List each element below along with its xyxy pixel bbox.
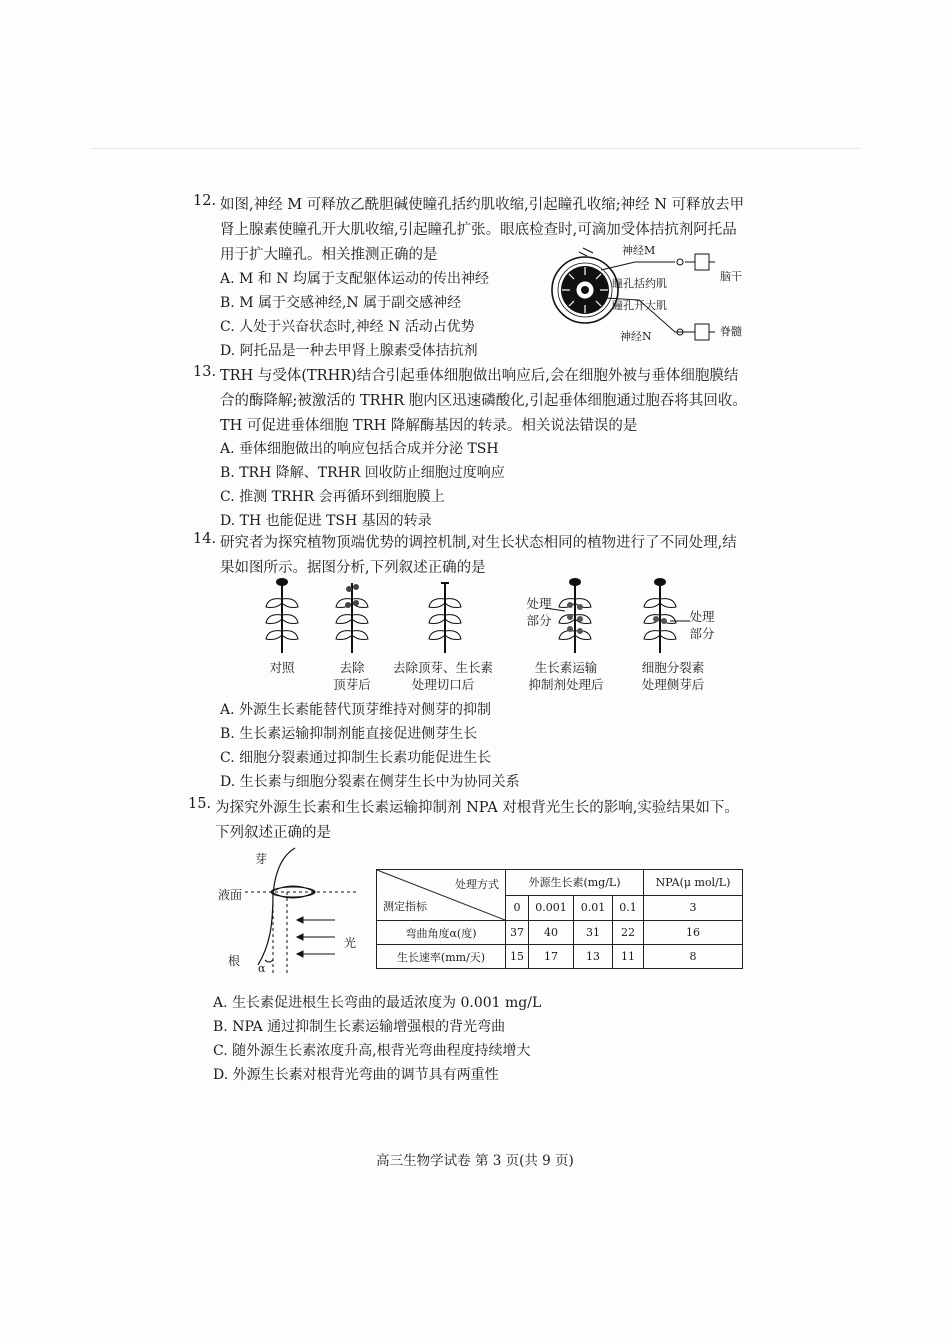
cell: 13 [574, 945, 613, 969]
scan-edge-line [90, 148, 860, 149]
conc-0: 0 [506, 895, 529, 921]
cell: 17 [529, 945, 574, 969]
label-treated-part-right: 处理 部分 [689, 609, 715, 641]
cell: 40 [529, 921, 574, 945]
q13-number: 13. [193, 364, 217, 380]
label-liquid-surface: 液面 [218, 888, 243, 902]
q12-option-b: B. M 属于交感神经,N 属于副交感神经 [220, 295, 462, 311]
row-label-rate: 生长速率(mm/天) [377, 945, 506, 969]
caption-transport-inhibitor: 生长素运输 抑制剂处理后 [528, 660, 604, 692]
cell: 15 [506, 945, 529, 969]
q14-option-c: C. 细胞分裂素通过抑制生长素功能促进生长 [220, 750, 492, 766]
q15-option-c: C. 随外源生长素浓度升高,根背光弯曲程度持续增大 [213, 1043, 531, 1059]
q13-option-c: C. 推测 TRHR 会再循环到细胞膜上 [220, 489, 445, 505]
q12-option-a: A. M 和 N 均属于支配躯体运动的传出神经 [220, 271, 489, 287]
plant-decapitated-auxin [429, 583, 461, 653]
q14-option-d: D. 生长素与细胞分裂素在侧芽生长中为协同关系 [220, 774, 520, 790]
cell: 8 [644, 945, 743, 969]
q15-stem-line-2: 下列叙述正确的是 [215, 825, 331, 841]
caption-decapitated: 去除 顶芽后 [333, 660, 371, 692]
page-footer: 高三生物学试卷 第 3 页(共 9 页) [376, 1153, 574, 1169]
q15-option-d: D. 外源生长素对根背光弯曲的调节具有两重性 [213, 1067, 499, 1083]
table-diagonal-header [377, 870, 506, 921]
label-sphincter: 瞳孔括约肌 [612, 277, 667, 290]
q13-option-d: D. TH 也能促进 TSH 基因的转录 [220, 513, 432, 529]
conc-0001: 0.001 [529, 895, 574, 921]
cell: 16 [644, 921, 743, 945]
cell: 22 [613, 921, 644, 945]
label-spinal-cord: 脊髓 [720, 325, 742, 338]
q13-stem-line-2: 合的酶降解;被激活的 TRHR 胞内区迅速磷酸化,引起垂体细胞通过胞吞将其回收。 [220, 393, 747, 409]
q12-stem-line-3: 用于扩大瞳孔。相关推测正确的是 [220, 247, 438, 263]
cell: 11 [613, 945, 644, 969]
table-row [377, 921, 743, 945]
q12-number: 12. [193, 193, 217, 209]
conc-npa: 3 [644, 895, 743, 921]
results-table [376, 869, 743, 969]
q15-stem-line-1: 为探究外源生长素和生长素运输抑制剂 NPA 对根背光生长的影响,实验结果如下。 [215, 800, 739, 816]
table-row [377, 945, 743, 969]
q13-option-a: A. 垂体细胞做出的响应包括合成并分泌 TSH [220, 441, 499, 457]
label-brainstem: 脑干 [720, 270, 742, 283]
label-light: 光 [344, 936, 357, 950]
label-nerve-n: 神经N [620, 330, 652, 343]
q15-option-a: A. 生长素促进根生长弯曲的最适浓度为 0.001 mg/L [213, 995, 542, 1011]
q15-number: 15. [188, 796, 212, 812]
header-npa-group: NPA(μ mol/L) [644, 870, 743, 896]
q14-stem-line-2: 果如图所示。据图分析,下列叙述正确的是 [220, 560, 486, 576]
plant-cytokinin [644, 578, 690, 653]
q14-option-a: A. 外源生长素能替代顶芽维持对侧芽的抑制 [220, 702, 492, 718]
label-angle: α [258, 962, 266, 975]
plant-treatments-diagram [255, 575, 725, 665]
label-root: 根 [228, 954, 241, 968]
q13-option-b: B. TRH 降解、TRHR 回收防止细胞过度响应 [220, 465, 505, 481]
row-label-angle: 弯曲角度α(度) [377, 921, 506, 945]
q12-option-d: D. 阿托品是一种去甲肾上腺素受体拮抗剂 [220, 343, 478, 359]
header-treatment: 处理方式 [455, 878, 499, 891]
cell: 31 [574, 921, 613, 945]
conc-001: 0.01 [574, 895, 613, 921]
caption-control: 对照 [269, 660, 295, 675]
cell: 37 [506, 921, 529, 945]
label-nerve-m: 神经M [622, 244, 656, 257]
q13-stem-line-1: TRH 与受体(TRHR)结合引起垂体细胞做出响应后,会在细胞外被与垂体细胞膜结 [220, 368, 739, 384]
q14-number: 14. [193, 531, 217, 547]
iris-drawing [552, 257, 618, 323]
plant-control [266, 578, 298, 653]
caption-cytokinin: 细胞分裂素 处理侧芽后 [641, 660, 705, 692]
label-bud: 芽 [255, 852, 268, 866]
q12-option-c: C. 人处于兴奋状态时,神经 N 活动占优势 [220, 319, 475, 335]
q12-stem-line-1: 如图,神经 M 可释放乙酰胆碱使瞳孔括约肌收缩,引起瞳孔收缩;神经 N 可释放去甲 [220, 197, 745, 213]
label-treated-part-left: 处理 部分 [526, 596, 552, 628]
header-auxin-group: 外源生长素(mg/L) [506, 870, 644, 896]
conc-01: 0.1 [613, 895, 644, 921]
plant-decapitated [336, 583, 368, 653]
q15-option-b: B. NPA 通过抑制生长素运输增强根的背光弯曲 [213, 1019, 506, 1035]
q14-option-b: B. 生长素运输抑制剂能直接促进侧芽生长 [220, 726, 478, 742]
caption-auxin-cut: 去除顶芽、生长素 处理切口后 [392, 660, 493, 692]
q14-stem-line-1: 研究者为探究植物顶端优势的调控机制,对生长状态相同的植物进行了不同处理,结 [220, 535, 737, 551]
label-dilator: 瞳孔开大肌 [612, 299, 667, 312]
q13-stem-line-3: TH 可促进垂体细胞 TRH 降解酶基因的转录。相关说法错误的是 [220, 418, 638, 434]
q12-stem-line-2: 肾上腺素使瞳孔开大肌收缩,引起瞳孔扩张。眼底检查时,可滴加受体拮抗剂阿托品 [220, 222, 737, 238]
header-indicator: 测定指标 [383, 900, 427, 913]
